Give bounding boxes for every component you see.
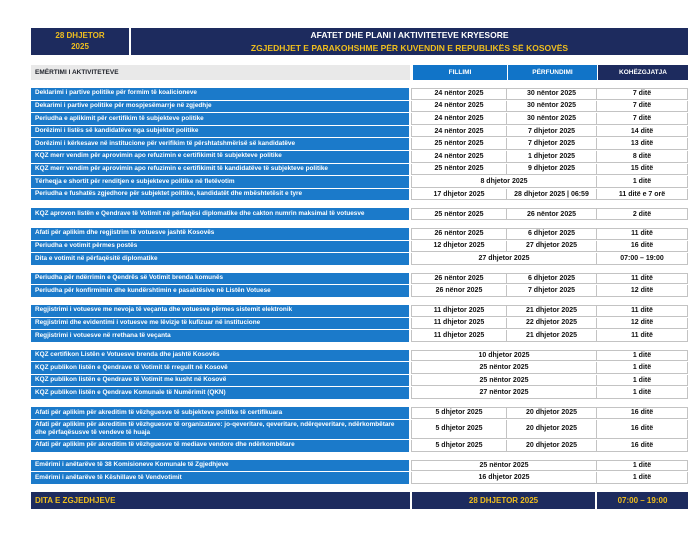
- activity-name: Periudha e aplikimit për certifikim të subjekteve politike: [31, 113, 409, 125]
- date-end: 30 nëntor 2025: [507, 101, 597, 113]
- activity-name: KQZ certifikon Listën e Votuesve brenda dhe jashtë Kosovës: [31, 350, 409, 362]
- activity-row: [31, 176, 688, 188]
- activity-name: Regjistrimi i votuesve në rrethana të veçanta: [31, 330, 409, 342]
- date-span: 27 nëntor 2025: [412, 387, 597, 399]
- row-dates: [411, 164, 688, 176]
- date-end: 27 dhjetor 2025: [507, 241, 597, 253]
- date-start: 24 nëntor 2025: [412, 126, 507, 138]
- activity-row: [31, 387, 688, 399]
- election-day-row: [31, 492, 688, 509]
- date-end: 20 dhjetor 2025: [507, 420, 597, 439]
- activity-row: [31, 273, 688, 285]
- activity-row: [31, 407, 688, 419]
- column-header-end: PËRFUNDIMI: [508, 65, 597, 80]
- row-dates: [411, 151, 688, 163]
- row-dates: [411, 88, 688, 100]
- duration: 12 ditë: [597, 285, 688, 297]
- duration: 14 ditë: [597, 126, 688, 138]
- election-date-line1: 28 DHJETOR: [55, 31, 105, 41]
- duration: 1 ditë: [597, 362, 688, 374]
- activity-row: [31, 228, 688, 240]
- row-dates: [411, 460, 688, 472]
- activity-row: [31, 126, 688, 138]
- document-header: [31, 28, 688, 55]
- activity-row: [31, 420, 688, 439]
- row-dates: [411, 362, 688, 374]
- activity-group: [31, 350, 688, 399]
- date-start: 12 dhjetor 2025: [412, 241, 507, 253]
- row-dates: [411, 440, 688, 452]
- activity-row: [31, 164, 688, 176]
- activity-table-body: [31, 88, 688, 484]
- date-span: 25 nëntor 2025: [412, 460, 597, 472]
- duration: 7 ditë: [597, 113, 688, 125]
- activity-name: Dekarimi i partive politike për mospjesëmarrje në zgjedhje: [31, 101, 409, 113]
- activity-name: Tërheqja e shortit për renditjen e subjekteve politike në fletëvotim: [31, 176, 409, 188]
- column-header-duration: KOHËZGJATJA: [598, 65, 688, 80]
- row-dates: [411, 101, 688, 113]
- activity-name: Emërimi i anëtarëve të Këshillave të Vendvotimit: [31, 472, 409, 484]
- duration: 11 ditë: [597, 273, 688, 285]
- activity-name: KQZ publikon listën e Qendrave Komunale të Numërimit (QKN): [31, 387, 409, 399]
- date-span: 27 dhjetor 2025: [412, 253, 597, 265]
- activity-group: [31, 88, 688, 200]
- activity-group: [31, 460, 688, 484]
- row-dates: [411, 113, 688, 125]
- activity-row: [31, 101, 688, 113]
- duration: 1 ditë: [597, 472, 688, 484]
- row-dates: [411, 330, 688, 342]
- activity-name: Periudha për ndërrimin e Qendrës së Votimit brenda komunës: [31, 273, 409, 285]
- duration: 13 ditë: [597, 138, 688, 150]
- duration: 16 ditë: [597, 440, 688, 452]
- date-start: 11 dhjetor 2025: [412, 305, 507, 317]
- date-start: 5 dhjetor 2025: [412, 407, 507, 419]
- activity-row: [31, 88, 688, 100]
- activity-row: [31, 241, 688, 253]
- activity-row: [31, 189, 688, 201]
- duration: 2 ditë: [597, 208, 688, 220]
- date-end: 6 dhjetor 2025: [507, 228, 597, 240]
- date-end: 1 dhjetor 2025: [507, 151, 597, 163]
- activity-name: Deklarimi i partive politike për formim të koalicioneve: [31, 88, 409, 100]
- activity-row: [31, 151, 688, 163]
- date-start: 17 dhjetor 2025: [412, 189, 507, 201]
- activity-group: [31, 228, 688, 265]
- duration: 11 ditë e 7 orë: [597, 189, 688, 201]
- row-dates: [411, 138, 688, 150]
- date-end: 28 dhjetor 2025 | 06:59: [507, 189, 597, 201]
- activity-name: Periudha për konfirmimin dhe kundërshtimin e pasaktësive në Listën Votuese: [31, 285, 409, 297]
- duration: 7 ditë: [597, 101, 688, 113]
- activity-name: Regjistrimi i votuesve me nevoja të veçanta dhe votuesve përmes sistemit elektronik: [31, 305, 409, 317]
- document-subtitle: ZGJEDHJET E PARAKOHSHME PËR KUVENDIN E REPUBLIKËS SË KOSOVËS: [250, 42, 569, 53]
- duration: 1 ditë: [597, 176, 688, 188]
- row-dates: [411, 387, 688, 399]
- activity-name: Dorëzimi i listës së kandidatëve nga subjektet politike: [31, 126, 409, 138]
- activity-name: Emërimi i anëtarëve të 38 Komisioneve Komunale të Zgjedhjeve: [31, 460, 409, 472]
- row-dates: [411, 126, 688, 138]
- date-end: 7 dhjetor 2025: [507, 285, 597, 297]
- date-start: 25 nëntor 2025: [412, 208, 507, 220]
- activity-row: [31, 440, 688, 452]
- election-date-line2: 2025: [71, 41, 89, 51]
- activity-name: KQZ merr vendim për aprovimin apo refuzimin e certifikimit të kandidatëve të subjekteve politike: [31, 164, 409, 176]
- date-start: 26 nënor 2025: [412, 285, 507, 297]
- activity-row: [31, 208, 688, 220]
- activity-row: [31, 472, 688, 484]
- duration: 07:00 – 19:00: [597, 253, 688, 265]
- date-start: 24 nëntor 2025: [412, 88, 507, 100]
- date-start: 11 dhjetor 2025: [412, 318, 507, 330]
- row-dates: [411, 176, 688, 188]
- date-end: 9 dhjetor 2025: [507, 164, 597, 176]
- row-dates: [411, 285, 688, 297]
- row-dates: [411, 318, 688, 330]
- activity-group: [31, 305, 688, 342]
- duration: 1 ditë: [597, 387, 688, 399]
- duration: 1 ditë: [597, 375, 688, 387]
- date-span: 16 dhjetor 2025: [412, 472, 597, 484]
- duration: 7 ditë: [597, 88, 688, 100]
- row-dates: [411, 472, 688, 484]
- duration: 8 ditë: [597, 151, 688, 163]
- date-end: 30 nëntor 2025: [507, 88, 597, 100]
- date-start: 24 nëntor 2025: [412, 113, 507, 125]
- activity-name: KQZ aprovon listën e Qendrave të Votimit në përfaqësi diplomatike dhe cakton numrin maksimal të votuesve: [31, 208, 409, 220]
- activity-name: Periudha e fushatës zgjedhore për subjektet politike, kandidatët dhe mbështetësit e tyre: [31, 189, 409, 201]
- activity-row: [31, 253, 688, 265]
- activity-group: [31, 407, 688, 451]
- activity-group: [31, 273, 688, 297]
- row-dates: [411, 208, 688, 220]
- date-end: 7 dhjetor 2025: [507, 126, 597, 138]
- duration: 1 ditë: [597, 350, 688, 362]
- table-column-header: [31, 65, 688, 80]
- date-end: 20 dhjetor 2025: [507, 440, 597, 452]
- duration: 16 ditë: [597, 407, 688, 419]
- activity-row: [31, 138, 688, 150]
- date-end: 26 nëntor 2025: [507, 208, 597, 220]
- row-dates: [411, 305, 688, 317]
- activity-row: [31, 362, 688, 374]
- date-start: 24 nëntor 2025: [412, 151, 507, 163]
- date-start: 26 nëntor 2025: [412, 273, 507, 285]
- date-end: 6 dhjetor 2025: [507, 273, 597, 285]
- activity-name: Afati për aplikim për akreditim të vëzhguesve të subjekteve politike të certifikuara: [31, 407, 409, 419]
- date-start: 25 nëntor 2025: [412, 164, 507, 176]
- date-span: 25 nëntor 2025: [412, 362, 597, 374]
- duration: 11 ditë: [597, 305, 688, 317]
- duration: 16 ditë: [597, 241, 688, 253]
- column-header-activity: EMËRTIMI I AKTIVITETEVE: [31, 65, 410, 80]
- activity-row: [31, 305, 688, 317]
- activity-name: KQZ publikon listën e Qendrave të Votimit të rregullt në Kosovë: [31, 362, 409, 374]
- election-date-box: [31, 28, 131, 55]
- activity-row: [31, 460, 688, 472]
- duration: 15 ditë: [597, 164, 688, 176]
- election-day-date: 28 DHJETOR 2025: [412, 492, 597, 509]
- activity-name: Afati për aplikim për akreditim të vëzhguesve të mediave vendore dhe ndërkombëtare: [31, 440, 409, 452]
- activity-group: [31, 208, 688, 220]
- date-end: 21 dhjetor 2025: [507, 330, 597, 342]
- activity-name: Afati për aplikim për akreditim të vëzhguesve të organizatave: jo-qeveritare, qeveritare, ndërqeveritare, ndërkombëtare dhe përfaqësusve të vendeve të huaja: [31, 420, 409, 439]
- row-dates: [411, 189, 688, 201]
- date-end: 21 dhjetor 2025: [507, 305, 597, 317]
- document-page: [31, 28, 688, 509]
- duration: 12 ditë: [597, 318, 688, 330]
- duration: 16 ditë: [597, 420, 688, 439]
- activity-row: [31, 350, 688, 362]
- date-start: 26 nëntor 2025: [412, 228, 507, 240]
- date-end: 22 dhjetor 2025: [507, 318, 597, 330]
- activity-name: Regjistrimi dhe evidentimi i votuesve me lëvizje të kufizuar në institucione: [31, 318, 409, 330]
- date-end: 30 nëntor 2025: [507, 113, 597, 125]
- document-title-box: [131, 28, 688, 55]
- activity-name: Dorëzimi i kërkesave në institucione për verifikim të përshtatshmërisë së kandidatëve: [31, 138, 409, 150]
- duration: 11 ditë: [597, 330, 688, 342]
- date-end: 7 dhjetor 2025: [507, 138, 597, 150]
- row-dates: [411, 253, 688, 265]
- activity-row: [31, 113, 688, 125]
- date-start: 5 dhjetor 2025: [412, 420, 507, 439]
- row-dates: [411, 375, 688, 387]
- election-day-label: DITA E ZGJEDHJEVE: [31, 492, 412, 509]
- document-title: AFATET DHE PLANI I AKTIVITETEVE KRYESORE: [310, 30, 509, 41]
- date-start: 25 nëntor 2025: [412, 138, 507, 150]
- row-dates: [411, 228, 688, 240]
- election-day-time: 07:00 – 19:00: [597, 492, 688, 509]
- row-dates: [411, 241, 688, 253]
- activity-row: [31, 285, 688, 297]
- activity-name: KQZ merr vendim për aprovimin apo refuzimin e certifikimit të subjekteve politike: [31, 151, 409, 163]
- row-dates: [411, 407, 688, 419]
- date-span: 10 dhjetor 2025: [412, 350, 597, 362]
- activity-row: [31, 330, 688, 342]
- row-dates: [411, 273, 688, 285]
- date-span: 25 nëntor 2025: [412, 375, 597, 387]
- duration: 11 ditë: [597, 228, 688, 240]
- date-start: 24 nëntor 2025: [412, 101, 507, 113]
- date-end: 20 dhjetor 2025: [507, 407, 597, 419]
- date-start: 5 dhjetor 2025: [412, 440, 507, 452]
- activity-name: KQZ publikon listën e Qendrave të Votimit me kusht në Kosovë: [31, 375, 409, 387]
- activity-name: Dita e votimit në përfaqësitë diplomatike: [31, 253, 409, 265]
- date-span: 8 dhjetor 2025: [412, 176, 597, 188]
- date-start: 11 dhjetor 2025: [412, 330, 507, 342]
- activity-row: [31, 375, 688, 387]
- duration: 1 ditë: [597, 460, 688, 472]
- activity-name: Afati për aplikim dhe regjistrim të votuesve jashtë Kosovës: [31, 228, 409, 240]
- row-dates: [411, 350, 688, 362]
- activity-row: [31, 318, 688, 330]
- row-dates: [411, 420, 688, 439]
- activity-name: Periudha e votimit përmes postës: [31, 241, 409, 253]
- column-header-start: FILLIMI: [413, 65, 507, 80]
